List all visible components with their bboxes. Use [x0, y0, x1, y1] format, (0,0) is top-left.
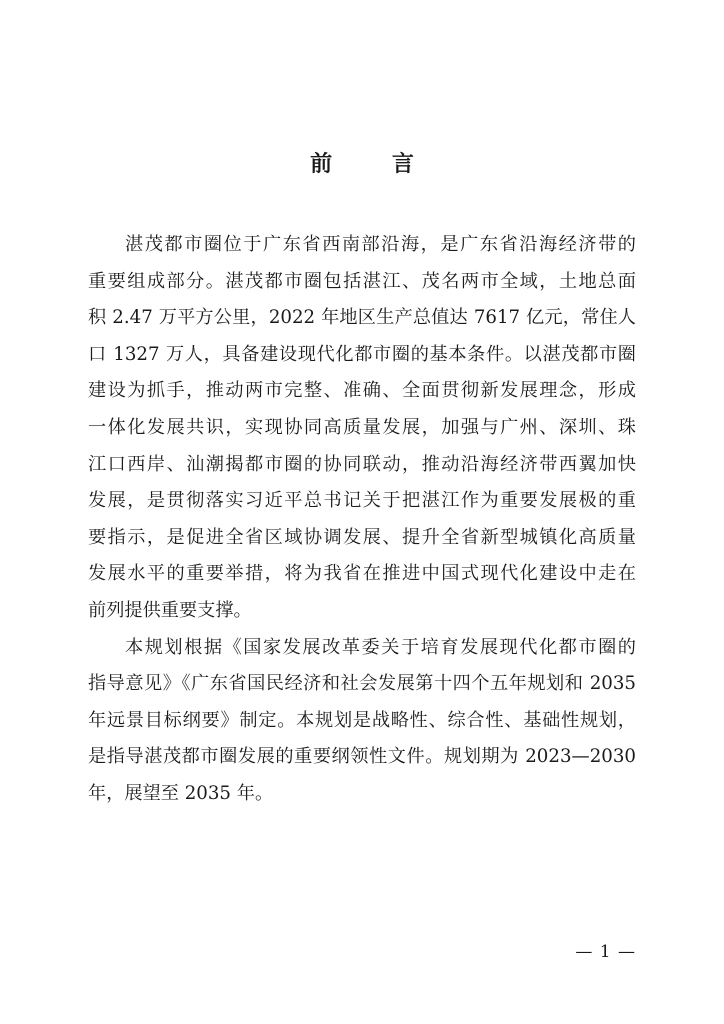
- text-line: 发展水平的重要举措，将为我省在推进中国式现代化建设中走在: [88, 563, 636, 585]
- paragraph-2: [88, 630, 636, 813]
- text-line: 发展，是贯彻落实习近平总书记关于把湛江作为重要发展极的重: [88, 490, 636, 512]
- text-line: 要指示，是促进全省区域协调发展、提升全省新型城镇化高质量: [88, 526, 636, 548]
- text-line: 是指导湛茂都市圈发展的重要纲领性文件。规划期为 2023—2030: [88, 746, 636, 768]
- text-line: 年远景目标纲要》制定。本规划是战略性、综合性、基础性规划，: [88, 709, 636, 731]
- text-line: 湛茂都市圈位于广东省西南部沿海，是广东省沿海经济带的: [125, 234, 636, 255]
- page-title: 前 言: [310, 151, 440, 177]
- text-line: 指导意见》《广东省国民经济和社会发展第十四个五年规划和 2035: [88, 673, 636, 695]
- text-line: 年，展望至 2035 年。: [88, 782, 274, 804]
- body-text: [88, 227, 636, 813]
- page-number: — 1 —: [575, 942, 636, 962]
- paragraph-1: [88, 227, 636, 630]
- text-line: 重要组成部分。湛茂都市圈包括湛江、茂名两市全域，土地总面: [88, 270, 636, 292]
- text-line: 建设为抓手，推动两市完整、准确、全面贯彻新发展理念，形成: [88, 380, 636, 402]
- text-line: 一体化发展共识，实现协同高质量发展，加强与广州、深圳、珠: [88, 416, 636, 438]
- text-line: 前列提供重要支撑。: [88, 599, 252, 621]
- text-line: 口 1327 万人，具备建设现代化都市圈的基本条件。以湛茂都市圈: [88, 343, 636, 365]
- text-line: 江口西岸、汕潮揭都市圈的协同联动，推动沿海经济带西翼加快: [88, 453, 636, 475]
- text-line: 本规划根据《国家发展改革委关于培育发展现代化都市圈的: [125, 636, 636, 658]
- text-line: 积 2.47 万平方公里，2022 年地区生产总值达 7617 亿元，常住人: [88, 307, 636, 329]
